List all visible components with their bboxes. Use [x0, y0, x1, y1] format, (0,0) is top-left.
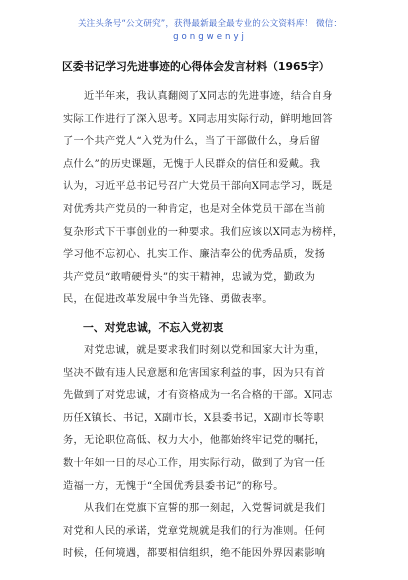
text-line: 坚决不做有违人民意愿和危害国家利益的事，因为只有首 [63, 367, 326, 379]
section-heading: 一、对党忠诚，不忘入党初衷 [83, 321, 224, 334]
text-line: 民，在促进改革发展中争当先锋、勇做表率。 [63, 294, 273, 306]
text-line: 对党和人民的承诺，党章党规就是我们的行为准则。任何 [63, 525, 326, 537]
text-line: 历任X镇长、书记，X副市长，X县委书记，X副市长等职 [63, 412, 324, 424]
intro-paragraph [63, 86, 343, 312]
text-line: 对党忠诚，就是要求我们时刻以党和国家大计为重， [63, 345, 326, 356]
promo-header-line-2: gongwenyj [173, 32, 247, 42]
text-line: 从我们在党旗下宣誓的那一刻起，入党誓词就是我们 [63, 503, 326, 515]
promo-header [60, 18, 360, 44]
document-title: 区委书记学习先进事迹的心得体会发言材料（1965字） [62, 60, 330, 73]
text-line: 认为，习近平总书记号召广大党员干部向X同志学习，既是 [63, 181, 333, 193]
text-line: 时候，任何境遇，都要相信组织，绝不能因外界因素影响 [63, 548, 326, 560]
text-line: 造福一方，无愧于“全国优秀县委书记”的称号。 [63, 480, 284, 492]
text-line: 务，无论职位高低、权力大小，他都始终牢记党的嘱托， [63, 435, 326, 447]
text-line: 近半年来，我认真翻阅了X同志的先进事迹，结合自身 [63, 91, 333, 102]
text-line: 复杂形式下干事创业的一种要求。我们应该以X同志为榜样， [63, 226, 343, 238]
text-line: 数十年如一日的尽心工作，用实际行动，做到了为官一任 [63, 457, 326, 469]
text-line: 对优秀共产党员的一种肯定，也是对全体党员干部在当前 [63, 203, 326, 215]
text-line: 先做到了对党忠诚，才有资格成为一名合格的干部。X同志 [63, 390, 333, 402]
text-line: 共产党员“敢啃硬骨头”的实干精神，忠诚为党，勤政为 [63, 271, 316, 283]
text-line: 实际工作进行了深入思考。X同志用实际行动，鲜明地回答 [63, 113, 333, 125]
text-line: 点什么”的历史课题，无愧于人民群众的信任和爱戴。我 [63, 158, 321, 170]
section-paragraph [63, 340, 343, 566]
text-line: 了一个共产党人“入党为什么，当了干部做什么，身后留 [63, 136, 321, 148]
text-line: 学习他不忘初心、扎实工作、廉洁奉公的优秀品质，发扬 [63, 249, 326, 261]
promo-header-line-1: 关注头条号“公文研究”，获得最新最全最专业的公文资料库！ 微信： [77, 19, 343, 29]
